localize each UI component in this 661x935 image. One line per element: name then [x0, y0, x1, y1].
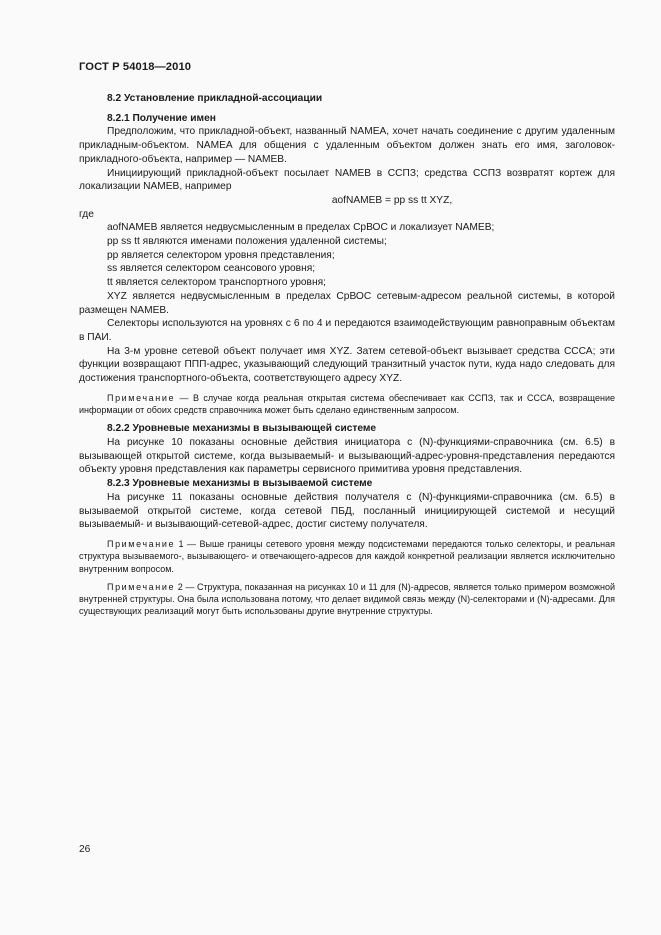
definition-item: pp ss tt являются именами положения удаленной системы;	[107, 236, 387, 248]
standard-header: ГОСТ Р 54018—2010	[79, 61, 192, 73]
paragraph: На рисунке 10 показаны основные действия инициатора с (N)-функциями-справочника (см. 6.5) в вызывающей открытой системе, когда вызываемый- и вызывающий-адрес-уровня-представления передаются объекту уровня представления как параметры сервисного примитива уровня представления.	[79, 437, 615, 476]
section-8-2-1-title: 8.2.1 Получение имен	[107, 112, 216, 124]
note-label: Примечание	[107, 538, 176, 549]
definition-item: pp является селектором уровня представления;	[107, 249, 335, 261]
definition-item: XYZ является недвусмысленным в пределах СрВОС сетевым-адресом реальной системы, в которой размещен NAMEB.	[79, 290, 615, 316]
note	[79, 392, 615, 417]
definition-item: aofNAMEB является недвусмысленным в пределах СрВОС и локализует NAMEB;	[107, 222, 495, 234]
where-label: где	[79, 208, 94, 220]
paragraph: Предположим, что прикладной-объект, названный NAMEA, хочет начать соединение с другим удаленным прикладным-объектом. NAMEA для общения с удаленным объектом должен знать его имя, заголовок-прикладного-объекта, например — NAMEB.	[79, 126, 615, 165]
page-number: 26	[79, 844, 91, 855]
note-text: 1 — Выше границы сетевого уровня между подсистемами передаются только селекторы, и реальная структура вызываемого-, вызывающего- и отвечающего-адресов для каждой конкретной реализации является исключительно внутренним вопросом.	[79, 538, 615, 574]
note-label: Примечание	[107, 581, 176, 592]
note-text: — В случае когда реальная открытая система обеспечивает как ССПЗ, так и СССА, возвращение информации от обоих средств справочника может быть сделано единственным запросом.	[79, 392, 615, 416]
note-text: 2 — Структура, показанная на рисунках 10 и 11 для (N)-адресов, является только примером возможной внутренней структуры. Она была использована потому, что делает видимой связь между (N)-селекторами и (N)-адресами. Для существующих реализаций могут быть использованы другие внутренние структуры.	[79, 581, 615, 617]
definition-item: tt является селектором транспортного уровня;	[107, 277, 326, 289]
note-label: Примечание	[107, 392, 176, 403]
document-body	[79, 92, 615, 624]
section-8-2-3-title: 8.2.3 Уровневые механизмы в вызываемой системе	[107, 478, 373, 490]
paragraph: Селекторы используются на уровнях с 6 по 4 и передаются взаимодействующим равноправным объектам в ПАИ.	[79, 318, 615, 343]
note-2	[79, 581, 615, 618]
paragraph: Инициирующий прикладной-объект посылает NAMEB в ССПЗ; средства ССПЗ возвратят кортеж для локализации NAMEB, например	[79, 167, 615, 193]
paragraph: На рисунке 11 показаны основные действия получателя с (N)-функциями-справочника (см. 6.5) в вызываемой открытой системе, когда сетевой ПБД, посланный инициирующей системой и несущий вызываемый- и вызывающий-сетевой-адрес, достиг систему получателя.	[79, 491, 615, 531]
section-8-2-2-title: 8.2.2 Уровневые механизмы в вызывающей системе	[107, 423, 377, 435]
paragraph: На 3-м уровне сетевой объект получает имя XYZ. Затем сетевой-объект вызывает средства СССА; эти функции возвращают ППП-адрес, указывающий следующий транзитный участок пути, куда надо следовать для достижения транспортного-объекта, соответствующего адресу XYZ.	[79, 345, 615, 385]
formula: aofNAMEB = pp ss tt XYZ,	[331, 194, 453, 206]
definition-item: ss является селектором сеансового уровня;	[107, 263, 316, 275]
note-1	[79, 538, 615, 575]
section-8-2-title: 8.2 Установление прикладной-ассоциации	[107, 93, 323, 104]
